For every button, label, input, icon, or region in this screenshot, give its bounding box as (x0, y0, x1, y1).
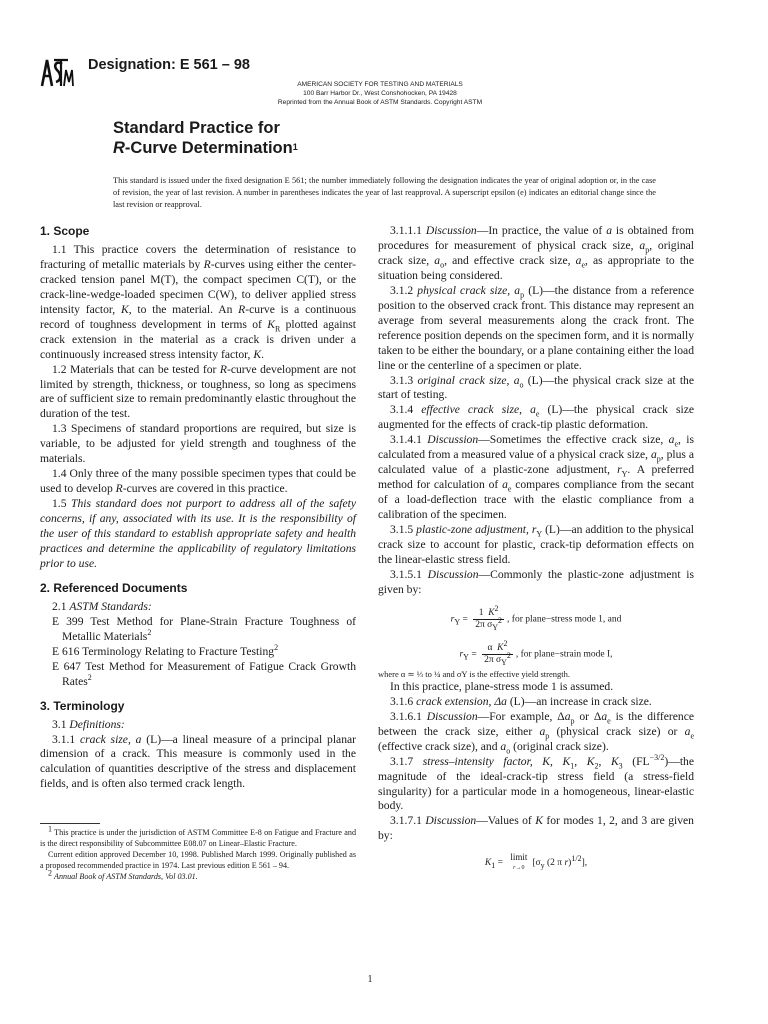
para-1-2: 1.2 Materials that can be tested for R-curve development are not limited by strength, thickness, or toughness, so long as specimens are of sufficient size to remain predominantly elastic throughout the duration of the test. (40, 362, 356, 421)
title-line-2: R-Curve Determination$^1$ (113, 139, 298, 157)
para-3-1-5: 3.1.5 plastic-zone adjustment, $r_Y$ (L)—an addition to the physical crack size to account for plastic, crack-tip deformation effects on the linear-elastic stress field. (378, 523, 694, 566)
scope-heading: 1. Scope (40, 224, 90, 238)
astm-standards-label: 2.1 ASTM Standards: (52, 599, 152, 613)
footnote-1: 1 This practice is under the jurisdiction of ASTM Committee E-8 on Fatigue and Fracture and is the direct responsibility of Subcommittee E08.07 on Linear–Elastic Fracture. (40, 824, 356, 848)
document-title (113, 118, 298, 158)
para-3-1-5-1: 3.1.5.1 Discussion—Commonly the plastic-zone adjustment is given by: (378, 567, 695, 596)
para-3-1-7-1: 3.1.7.1 Discussion—Values of K for modes 1, 2, and 3 are given by: (378, 814, 694, 843)
plane-stress-note: In this practice, plane-stress mode 1 is assumed. (390, 679, 614, 693)
definitions-label: 3.1 Definitions: (52, 717, 125, 731)
title-line-1: Standard Practice for (113, 119, 280, 137)
para-1-1: 1.1 This practice covers the determination of resistance to fracturing of metallic materials by R-curves using either the center-cracked tension panel M(T), the compact specimen C(T), or the crack-line-wedge-loaded specimen C(W), to deliver applied stress intensity factor, K, to the material. An R-curve is a continuous record of toughness development in terms of $K_R$ plotted against crack extension in the material as a crack is driven under a continuously increased stress intensity factor, K. (40, 242, 357, 361)
ref-e616: E 616 Terminology Relating to Fracture Testing$^2$ (52, 642, 279, 658)
terminology-heading: 3. Terminology (40, 698, 125, 713)
issuance-notice: This standard is issued under the fixed designation E 561; the number immediately following the designation indicates the year of original adoption or, in the case of revision, the year of last revision. A number in parentheses indicates the year of last reapproval. A superscript epsilon (e) indicates an editorial change since the last revision or reapproval. (113, 176, 656, 209)
para-3-1-3: 3.1.3 original crack size, $a_o$ (L)—the physical crack size at the start of testing. (378, 373, 694, 402)
footnote-1b: Current edition approved December 10, 1998. Published March 1999. Originally published as a proposed recommended practice in 1974. Last previous edition E 561 – 94. (40, 850, 356, 870)
para-3-1-2: 3.1.2 physical crack size, $a_p$ (L)—the distance from a reference position to the observed crack front. This distance may represent an average from several measurements along the crack front. The reference position depends on the specimen form, and it is normally taken to be either the boundary, or a plane containing either the load line or the centerline of a specimen or plate. (378, 283, 694, 372)
reprint-note: Reprinted from the Annual Book of ASTM Standards. Copyright ASTM (277, 99, 483, 106)
org-name: AMERICAN SOCIETY FOR TESTING AND MATERIALS (297, 81, 463, 88)
para-1-5: 1.5 This standard does not purport to address all of the safety concerns, if any, associated with its use. It is the responsibility of the user of this standard to establish appropriate safety and health practices and determine the applicability of regulatory limitations prior to use. (40, 497, 356, 570)
designation: Designation: E 561 – 98 (88, 57, 250, 73)
refdocs-heading: 2. Referenced Documents (40, 580, 188, 595)
page-number: 1 (367, 974, 373, 985)
footnotes (40, 824, 356, 882)
para-3-1-6: 3.1.6 crack extension, Δa (L)—an increase in crack size. (390, 694, 652, 708)
org-address: 100 Barr Harbor Dr., West Conshohocken, PA 19428 (303, 90, 457, 97)
ref-e647: E 647 Test Method for Measurement of Fatigue Crack Growth Rates$^2$ (52, 659, 356, 688)
equation-k1: $K_1$ = limit r→0 [$\sigma_y$ (2 π r)$^{1/2}$], (484, 852, 588, 872)
para-3-1-1: 3.1.1 crack size, a (L)—a lineal measure of a principal planar dimension of a crack. This measure is commonly used in the calculation of quantities descriptive of the stress and displacement fields, and is often also termed crack length. (40, 732, 356, 791)
para-3-1-4-1: 3.1.4.1 Discussion—Sometimes the effective crack size, $a_e$, is calculated from a measured value of a physical crack size, $a_p$, plus a calculated value of a plastic-zone adjustment, $r_Y$. A preferred method for calculation of $a_e$ compares compliance from the secant of a load-deflection trace with the elastic compliance from a calibration of the specimen. (378, 433, 695, 522)
left-column (40, 224, 356, 792)
publisher-info (200, 80, 560, 107)
astm-logo-icon (40, 56, 74, 88)
right-column (378, 224, 694, 876)
equation-plane-stress: $r_Y$ = $\frac{1 K^2}{2\pi \sigma_Y^2}$ , for plane−stress mode 1, and (450, 603, 622, 632)
para-3-1-6-1: 3.1.6.1 Discussion—For example, $\Delta a_p$ or $\Delta a_e$ is the difference between the crack size, either $a_p$ (physical crack size) or $a_e$ (effective crack size), and $a_o$ (original crack size). (378, 709, 694, 755)
para-1-3: 1.3 Specimens of standard proportions are required, but size is variable, to be adjusted for yield strength and toughness of the materials. (40, 422, 356, 466)
para-1-4: 1.4 Only three of the many possible specimen types that could be used to develop R-curves are covered in this practice. (40, 467, 356, 496)
equation-plane-strain: $r_Y$ = $\frac{\alpha K^2}{2\pi \sigma_Y^2}$ , for plane−strain mode I, (459, 638, 613, 667)
para-3-1-1-1: 3.1.1.1 Discussion—In practice, the value of a is obtained from procedures for measurement of physical crack size, $a_p$, original crack size, $a_o$, and effective crack size, $a_e$, as appropriate to the situation being considered. (378, 224, 694, 282)
equation-note: where α ≃ ⅓ to ¼ and σY is the effective yield strength. (378, 668, 571, 679)
para-3-1-4: 3.1.4 effective crack size, $a_e$ (L)—the physical crack size augmented for the effects of crack-tip plastic deformation. (378, 403, 694, 432)
ref-e399: E 399 Test Method for Plane-Strain Fracture Toughness of Metallic Materials$^2$ (52, 614, 356, 643)
footnote-2: 2 Annual Book of ASTM Standards, Vol 03.01. (48, 868, 198, 881)
para-3-1-7: 3.1.7 stress–intensity factor, K, $K_1$, $K_2$, $K_3$ $(FL^{-3/2})—the$ magnitude of the ideal-crack-tip stress field (a stress-field singularity) for a particular mode in a homogeneous, linear-elastic body. (378, 752, 694, 813)
